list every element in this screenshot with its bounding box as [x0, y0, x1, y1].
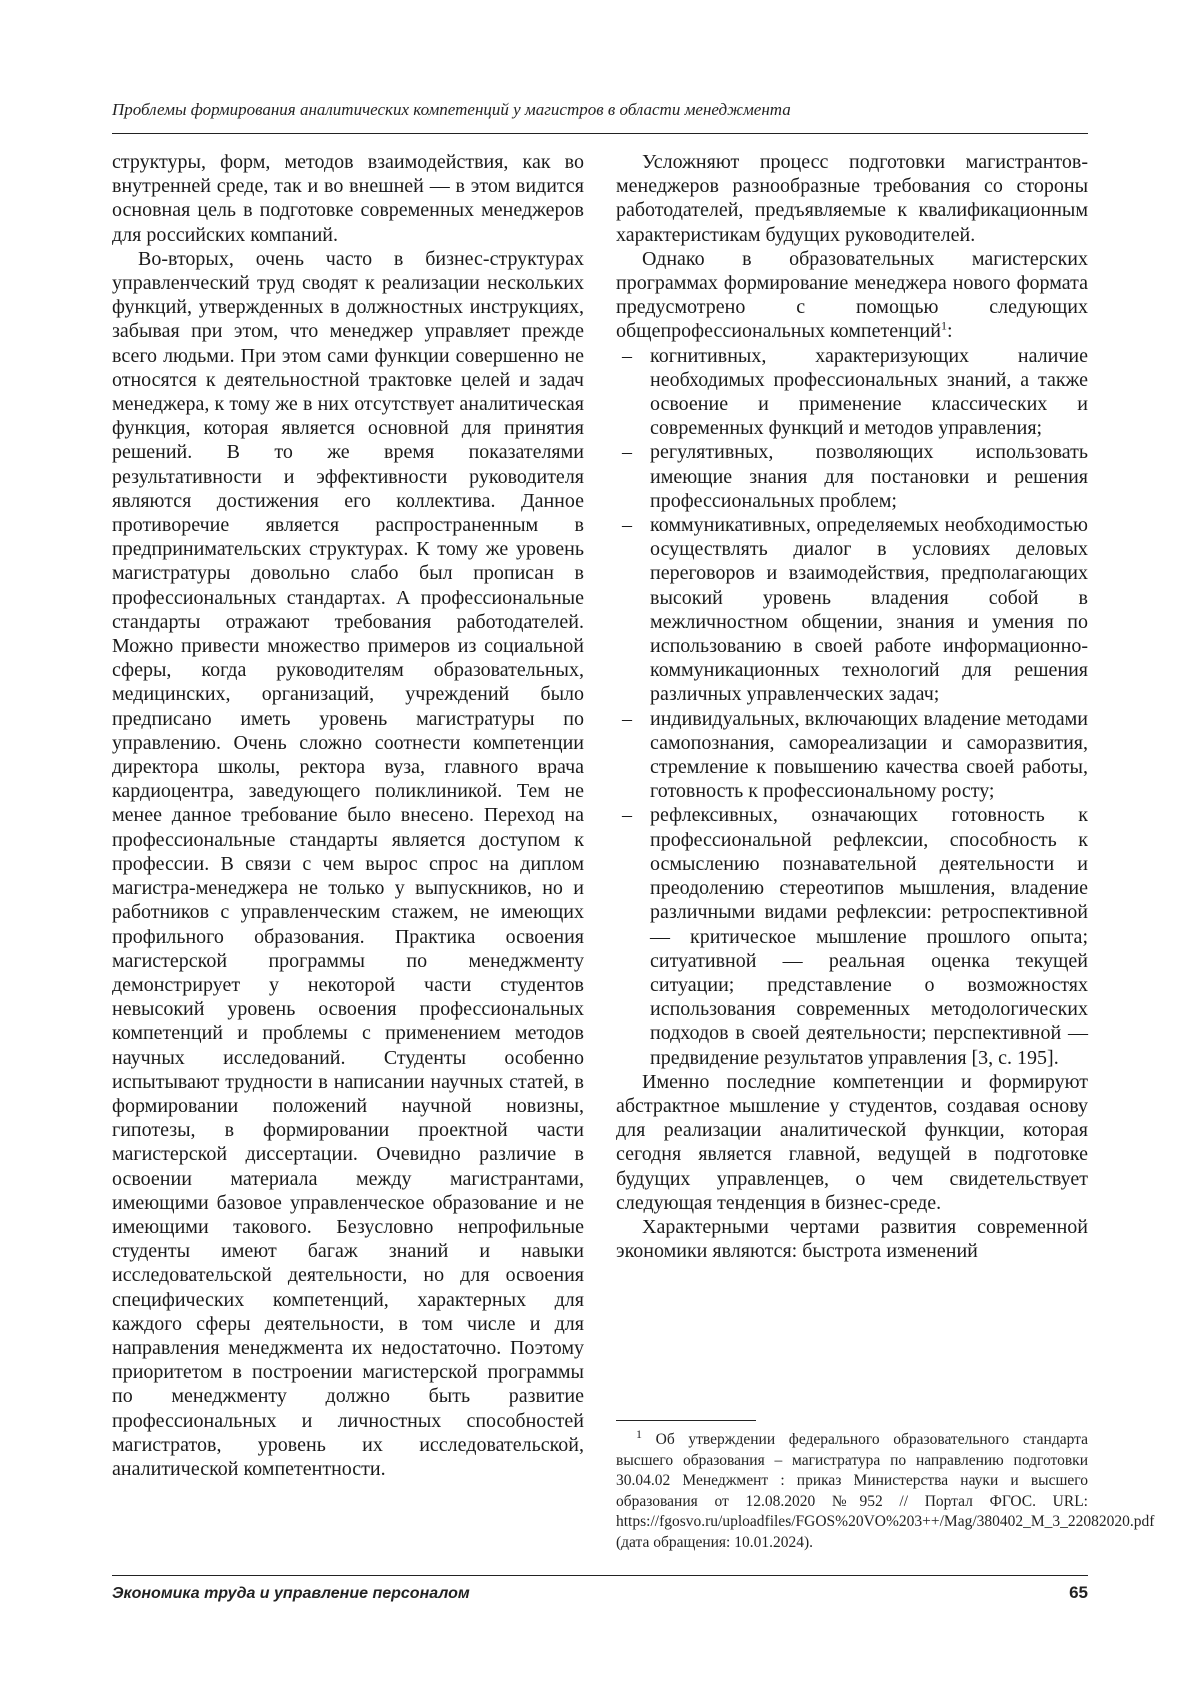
list-dash: – — [622, 344, 632, 367]
list-item-text: когнитивных, характеризующих наличие необходимых профессиональных знаний, а также освоение и применение классических и современных функций и методов управления; — [650, 344, 1088, 440]
footnote-ref[interactable]: 1 — [940, 318, 947, 333]
footnote-marker: 1 — [636, 1426, 642, 1441]
left-column — [112, 150, 584, 1481]
right-paragraph-3: Именно последние компетенции и формируют абстрактное мышление у студентов, создавая основу для реализации аналитической функции, которая сегодня является главной, ведущей в подготовке будущих управленцев, о чем свидетельствует следующая тенденция в бизнес-среде. — [616, 1070, 1088, 1214]
list-item — [616, 440, 1088, 513]
footnote-rule — [616, 1420, 756, 1421]
journal-name: Экономика труда и управление персоналом — [112, 1585, 470, 1602]
footnote — [616, 1426, 1155, 1553]
list-item — [616, 513, 1088, 707]
right-paragraph-2-text: Однако в образовательных магистерских программах формирование менеджера нового формата предусмотрено с помощью следующих общепрофессиональных компетенций — [616, 247, 1088, 343]
list-dash: – — [622, 707, 632, 730]
list-item — [616, 344, 1088, 441]
list-dash: – — [622, 441, 632, 464]
left-paragraph-2: Во-вторых, очень часто в бизнес-структурах управленческий труд сводят к реализации нескольких функций, утвержденных в должностных инструкциях, забывая при этом, что менеджер управляет прежде всего людьми. При этом сами функции совершенно не относятся к деятельностной трактовке целей и задач менеджера, к тому же в них отсутствует аналитическая функция, которая является основной для принятия решений. В то же время показателями результативности и эффективности руководителя являются достижения его коллектива. Данное противоречие является распространенным в предпринимательских структурах. К тому же уровень магистратуры довольно слабо был прописан в профессиональных стандартах. А профессиональные стандарты отражают требования работодателей. Можно привести множество примеров из социальной сферы, когда руководителям образовательных, медицинских, организаций, учреждений было предписано иметь уровень магистратуры по управлению. Очень сложно соотнести компетенции директора школы, ректора вуза, главного врача кардиоцентра, заведующего поликлиникой. Тем не менее данное требование было внесено. Переход на профессиональные стандарты является доступом к профессии. В связи с чем вырос спрос на диплом магистра-менеджера не только у выпускников, но и работников с управленческим стажем, не имеющих профильного образования. Практика освоения магистерской программы по менеджменту демонстрирует у некоторой части студентов невысокий уровень освоения профессиональных компетенций и проблемы с применением методов научных исследований. Студенты особенно испытывают трудности в написании научных статей, в формировании положений научной новизны, гипотезы, в формировании проектной части магистерской диссертации. Очевидно различие в освоении материала между магистрантами, имеющими базовое управленческое образование и не имеющими такового. Безусловно непрофильные студенты имеют багаж знаний и навыки исследовательской деятельности, но для освоения специфических компетенций, характерных для каждого сферы деятельности, в том числе и для направления менеджмента их недостаточно. Поэтому приоритетом в построении магистерской программы по менеджменту должно быть развитие профессиональных и личностных способностей магистратов, уровень их исследовательской, аналитической компетентности. — [112, 247, 584, 1480]
left-paragraph-1: структуры, форм, методов взаимодействия, как во внутренней среде, так и во внешней — в этом видится основная цель в подготовке современных менеджеров для российских компаний. — [112, 151, 584, 246]
competencies-list — [616, 344, 1088, 1070]
header-rule — [112, 133, 1088, 134]
list-item-text: регулятивных, позволяющих использовать имеющие знания для постановки и решения профессиональных проблем; — [650, 441, 1088, 512]
list-item — [616, 707, 1088, 804]
list-dash: – — [622, 514, 632, 537]
list-item-text: коммуникативных, определяемых необходимостью осуществлять диалог в условиях деловых переговоров и взаимодействия, предполагающих высокий уровень владения собой в межличностном общении, знания и умения по использованию в своей работе информационно-коммуникационных технологий для решения различных управленческих задач; — [650, 514, 1088, 706]
list-item-text: рефлексивных, означающих готовность к профессиональной рефлексии, способность к осмыслению познавательной деятельности и преодолению стереотипов мышления, владение различными видами рефлексии: ретроспективной — критическое мышление прошлого опыта; ситуативной — реальная оценка текущей ситуации; представление о возможностях использования современных методологических подходов в своей деятельности; перспективной — предвидение результатов управления [3, с. 195]. — [650, 804, 1088, 1069]
right-paragraph-1: Усложняют процесс подготовки магистрантов-менеджеров разнообразные требования со стороны работодателей, предъявляемые к квалификационным характеристикам будущих руководителей. — [616, 151, 1088, 246]
list-dash: – — [622, 804, 632, 827]
running-header: Проблемы формирования аналитических компетенций у магистров в области менеджмента — [112, 100, 791, 119]
page-number: 65 — [1069, 1583, 1088, 1602]
right-paragraph-2-end: : — [946, 320, 953, 343]
list-item-text: индивидуальных, включающих владение методами самопознания, самореализации и саморазвития, стремление к повышению качества своей работы, готовность к профессиональному росту; — [650, 707, 1088, 803]
right-paragraph-2 — [616, 247, 1088, 344]
right-paragraph-4: Характерными чертами развития современной экономики являются: быстрота изменений — [616, 1215, 1088, 1263]
list-item — [616, 803, 1088, 1069]
right-column — [616, 150, 1088, 1263]
footnote-text: Об утверждении федерального образовательного стандарта высшего образования – магистратура по направлению подготовки 30.04.02 Менеджмент : приказ Министерства науки и высшего образования от 12.08.2020 №952 // Портал ФГОС. URL: https://fgosvo.ru/uploadfiles/FGOS%20VO%203++/Mag/380402_M_3_22082020.pdf (дата обращения: 10.01.2024). — [616, 1431, 1155, 1551]
footer-rule — [112, 1575, 1088, 1576]
